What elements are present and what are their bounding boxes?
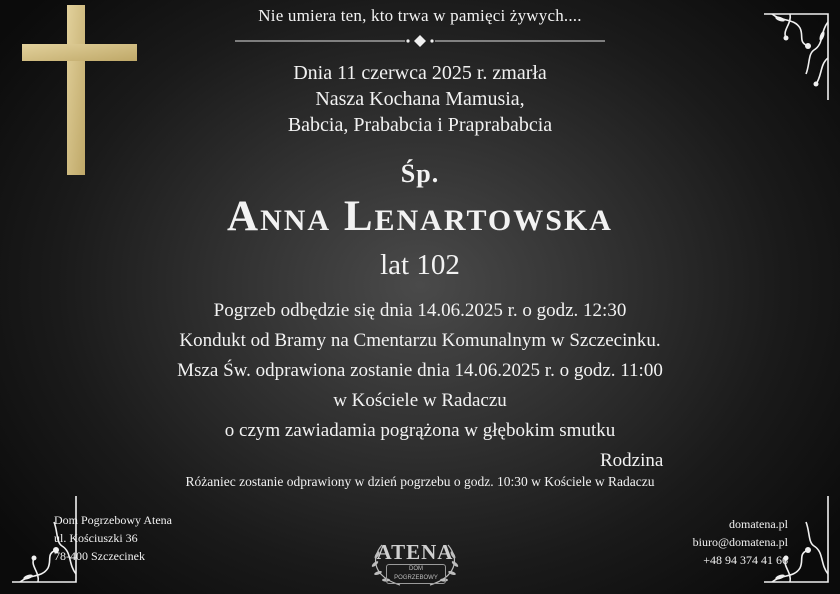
logo-subtitle: DOM POGRZEBOWY <box>386 564 446 584</box>
detail-line: Msza Św. odprawiona zostanie dnia 14.06.2025 r. o godz. 11:00 <box>177 360 663 381</box>
detail-line: w Kościele w Radaczu <box>333 390 507 411</box>
ornamental-divider <box>235 34 605 48</box>
funeral-home-city: 78-400 Szczecinek <box>54 549 145 563</box>
detail-line: Kondukt od Bramy na Cmentarzu Komunalnym w Szczecinku. <box>179 330 661 351</box>
website-link[interactable]: domatena.pl <box>729 517 788 531</box>
deceased-age: lat 102 <box>380 249 460 281</box>
motto: Nie umiera ten, kto trwa w pamięci żywych.... <box>258 6 582 25</box>
announcement-intro <box>0 60 840 138</box>
intro-line: Nasza Kochana Mamusia, <box>315 88 525 110</box>
logo-wordmark: ATENA <box>376 540 454 564</box>
detail-line: o czym zawiadamia pogrążona w głębokim smutku <box>224 420 616 441</box>
intro-line: Dnia 11 czerwca 2025 r. zmarła <box>293 62 547 84</box>
intro-line: Babcia, Prababcia i Praprababcia <box>287 114 553 136</box>
funeral-home-street: ul. Kościuszki 36 <box>54 531 138 545</box>
email-link[interactable]: biuro@domatena.pl <box>692 535 788 549</box>
phone-number: +48 94 374 41 66 <box>703 553 788 567</box>
deceased-name: Anna Lenartowska <box>227 193 613 240</box>
funeral-home-contact <box>693 515 788 569</box>
family-signature: Rodzina <box>600 450 664 471</box>
funeral-home-name: Dom Pogrzebowy Atena <box>54 513 172 527</box>
funeral-home-address <box>54 511 172 565</box>
honorific: Śp. <box>400 159 440 188</box>
funeral-details <box>0 296 840 446</box>
atena-logo <box>360 535 470 590</box>
rosary-note: Różaniec zostanie odprawiony w dzień pogrzebu o godz. 10:30 w Kościele w Radaczu <box>185 474 655 489</box>
detail-line: Pogrzeb odbędzie się dnia 14.06.2025 r. o godz. 12:30 <box>213 300 627 321</box>
